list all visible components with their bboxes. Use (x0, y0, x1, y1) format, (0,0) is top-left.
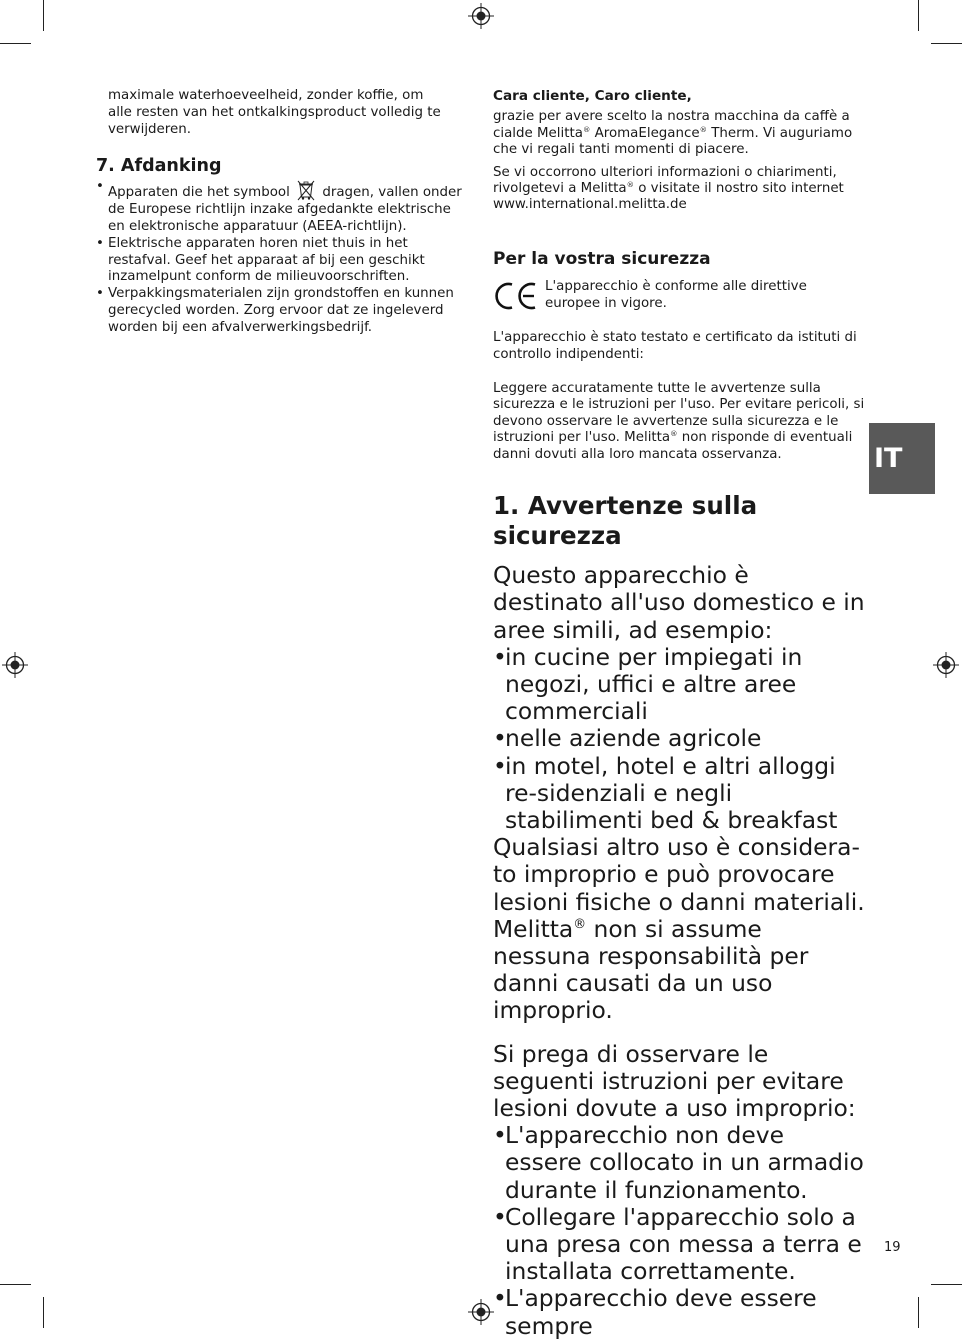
crop-mark (43, 0, 44, 31)
list-item: • L'apparecchio deve essere sempre (493, 1285, 865, 1339)
crop-mark (931, 43, 962, 44)
registered-mark: ® (626, 179, 634, 189)
safety-section-title: Per la vostra sicurezza (493, 248, 711, 269)
registered-mark: ® (670, 429, 678, 439)
bullet1-text-before: Apparaten die het symbool (108, 185, 290, 201)
list-item: • nelle aziende agricole (493, 725, 865, 752)
ce-text: L'apparecchio è conforme alle direttive europee in vigore. (545, 279, 807, 311)
crop-mark (43, 1297, 44, 1328)
list-item (96, 179, 466, 235)
registered-mark: ® (582, 124, 591, 134)
registration-mark-icon (468, 1299, 494, 1325)
section-title-disposal: 7. Afdanking (96, 156, 222, 177)
crop-mark (931, 1284, 962, 1285)
warning-paragraph: Leggere accuratamente tutte le avvertenze sulla sicurezza e le istruzioni per l'uso. Per evitare pericoli, si devono osservare le avvertenze sulla sicurezza e le istruzioni per l'uso. Melitta® non risponde di eventuali danni dovuti alla loro mancata osservanza. (493, 381, 865, 462)
list-item: • Collegare l'apparecchio solo a una presa con messa a terra e installata correttamente. (493, 1204, 865, 1286)
intro-line: alle resten van het ontkalkingsproduct volledig te (108, 104, 441, 120)
greeting: Cara cliente, Caro cliente, (493, 88, 692, 104)
crossed-out-wheelie-bin-icon (295, 179, 317, 201)
bullet1-text-after: dragen, vallen onder de Europese richtlijn inzake afgedankte elektrische en elektronische apparatuur (AEEA-richtlijn). (108, 185, 462, 234)
right-column (493, 88, 865, 1340)
misuse-paragraph: Qualsiasi altro uso è considera-to improprio e può provocare lesioni fisiche o danni materiali. Melitta® non si assume nessuna responsabilità per danni causati da un uso improprio. (493, 833, 865, 1025)
list-item: • L'apparecchio non deve essere collocato in un armadio durante il funzionamento. (493, 1122, 865, 1204)
instructions-list (493, 1122, 865, 1340)
list-item: • in cucine per impiegati in negozi, uffici e altre aree commerciali (493, 644, 865, 726)
intro-paragraph (96, 88, 466, 138)
list-item: • Verpakkingsmaterialen zijn grondstoffen en kunnen gerecycled worden. Zorg ervoor dat ze ingeleverd worden bij een afvalverwerkingsbedrijf. (96, 286, 466, 336)
disposal-list (96, 179, 466, 336)
intended-use-block (493, 562, 865, 1340)
heading-safety-warnings: 1. Avvertenze sulla sicurezza (493, 491, 758, 551)
use-list (493, 644, 865, 834)
use-intro: Questo apparecchio è destinato all'uso domestico e in aree simili, ad esempio: (493, 561, 865, 644)
crop-mark (0, 1284, 31, 1285)
registration-mark-icon (2, 652, 28, 678)
registration-mark-icon (933, 652, 959, 678)
list-item: • Elektrische apparaten horen niet thuis in het restafval. Geef het apparaat af bij een geschikt inzamelpunt conform de milieuvoorschriften. (96, 236, 466, 286)
crop-mark (918, 1297, 919, 1328)
contact-paragraph: Se vi occorrono ulteriori informazioni o chiarimenti, rivolgetevi a Melitta® o visitate il nostro sito internet www.international.melitta.de (493, 164, 844, 213)
language-tab: IT (869, 423, 935, 494)
list-item: • in motel, hotel e altri alloggi re-sidenziali e negli stabilimenti bed & breakfast (493, 753, 865, 835)
intro-line: verwijderen. (108, 121, 191, 137)
ce-mark-icon (493, 280, 539, 312)
registered-mark: ® (699, 124, 707, 134)
registration-mark-icon (468, 3, 494, 29)
intro-line: maximale waterhoeveelheid, zonder koffie, om (108, 88, 424, 103)
crop-mark (0, 43, 31, 44)
ce-conformity-row (493, 279, 865, 312)
welcome-paragraph: grazie per avere scelto la nostra macchina da caffè a cialde Melitta® AromaElegance® Therm. Vi auguriamo che vi regali tanti momenti di piacere. (493, 109, 853, 158)
page-number: 19 (884, 1240, 901, 1255)
left-column (96, 88, 466, 337)
instructions-intro: Si prega di osservare le seguenti istruzioni per evitare lesioni dovute a uso improprio: (493, 1039, 856, 1122)
crop-mark (918, 0, 919, 31)
registered-mark: ® (573, 916, 587, 932)
tested-paragraph: L'apparecchio è stato testato e certificato da istituti di controllo indipendenti: (493, 330, 857, 362)
